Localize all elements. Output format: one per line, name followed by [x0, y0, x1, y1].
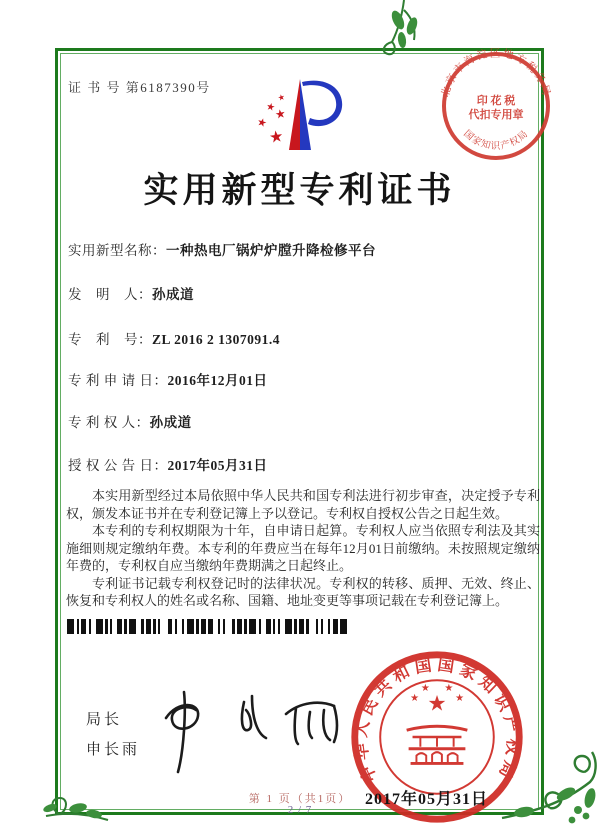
- tax-stamp-center-line2: 代扣专用章: [468, 109, 524, 121]
- svg-text:★: ★: [268, 128, 285, 147]
- field-label: 专 利 申 请 日：: [68, 373, 168, 388]
- field-value: 2017年05月31日: [167, 458, 268, 473]
- vine-ornament-bottom-right-icon: [498, 732, 600, 829]
- tax-stamp-seal: [436, 46, 556, 166]
- field-application-date: [68, 369, 268, 389]
- svg-text:★: ★: [264, 101, 277, 114]
- field-value: 2016年12月01日: [167, 373, 268, 388]
- barcode-bar: [96, 619, 103, 634]
- director-name: 申长雨: [86, 742, 141, 758]
- vine-ornament-bottom-left-icon: [38, 764, 110, 826]
- svg-text:★: ★: [420, 682, 430, 694]
- field-grant-date: [68, 454, 268, 474]
- svg-text:★: ★: [455, 692, 464, 704]
- field-utility-model-name: [68, 239, 376, 259]
- field-label: 专 利 权 人：: [68, 415, 150, 430]
- barcode-gap: [160, 619, 167, 634]
- certificate-title: 实用新型专利证书: [143, 171, 456, 210]
- svg-text:北京市海淀区地方税务局: [439, 47, 552, 99]
- barcode-bar: [249, 619, 256, 634]
- issue-date: 2017年05月31日: [365, 791, 489, 808]
- svg-text:国家知识产权局: [461, 128, 531, 152]
- barcode-gap: [347, 619, 349, 634]
- barcode-bar: [340, 619, 347, 634]
- field-label: 专 利 号：: [68, 332, 152, 347]
- footer-viewer-counter: 2 / 7: [287, 804, 313, 816]
- barcode-bar: [285, 619, 292, 634]
- barcode-gap: [309, 619, 316, 634]
- director-signature: [148, 680, 358, 780]
- field-value: 孙成道: [152, 287, 194, 302]
- field-patent-number: [68, 328, 280, 348]
- field-value: 孙成道: [149, 415, 192, 430]
- director-title: 局长: [86, 712, 123, 728]
- tax-stamp-ring-text-top: 北京市海淀区地方税务局: [440, 48, 552, 99]
- cnipa-logo-icon: [232, 74, 388, 162]
- field-value: 一种热电厂锅炉炉膛升降检修平台: [166, 243, 376, 258]
- field-label: 发 明 人：: [68, 287, 152, 302]
- field-inventor: [68, 283, 194, 303]
- barcode-bar: [187, 619, 194, 634]
- field-label: 实用新型名称：: [68, 243, 166, 258]
- svg-text:★: ★: [276, 92, 286, 103]
- barcode-bar: [129, 619, 136, 634]
- svg-text:★: ★: [273, 106, 287, 122]
- field-label: 授 权 公 告 日：: [68, 458, 168, 473]
- svg-text:★: ★: [444, 682, 454, 694]
- barcode-bar: [67, 619, 74, 634]
- svg-text:★: ★: [427, 691, 447, 716]
- footer-page-number: 第 1 页（共1页）: [248, 793, 352, 805]
- barcode: [67, 619, 350, 634]
- vine-ornament-top-icon: [368, 0, 440, 62]
- legal-paragraph-1: 本实用新型经过本局依照中华人民共和国专利法进行初步审查，决定授予专利权，颁发本证书并在专利登记簿上予以登记。专利权自授权公告之日起生效。: [66, 488, 540, 521]
- tax-stamp-center-line1: 印 花 税: [476, 95, 516, 107]
- barcode-gap: [225, 619, 232, 634]
- legal-text-block: [66, 487, 540, 610]
- tax-stamp-ring-text-bottom: 国家知识产权局: [461, 129, 531, 152]
- official-seal-ring-text: 中华人民共和国国家知识产权局: [350, 654, 524, 786]
- certificate-number: 证 书 号 第6187390号: [68, 80, 211, 95]
- legal-paragraph-3: 专利证书记载专利权登记时的法律状况。专利权的转移、质押、无效、终止、恢复和专利权人的姓名或名称、国籍、地址变更等事项记载在专利登记簿上。: [66, 575, 540, 608]
- svg-text:★: ★: [255, 115, 269, 131]
- svg-text:★: ★: [410, 692, 419, 704]
- legal-paragraph-2: 本专利的专利权期限为十年，自申请日起算。专利权人应当依照专利法及其实施细则规定缴纳年费。本专利的年费应当在每年12月01日前缴纳。未按照规定缴纳年费的，专利权自应当缴纳年费期满之日起终止。: [66, 523, 540, 573]
- national-emblem-icon: [407, 683, 468, 763]
- field-patentee: [68, 411, 192, 431]
- field-value: ZL 2016 2 1307091.4: [152, 332, 281, 347]
